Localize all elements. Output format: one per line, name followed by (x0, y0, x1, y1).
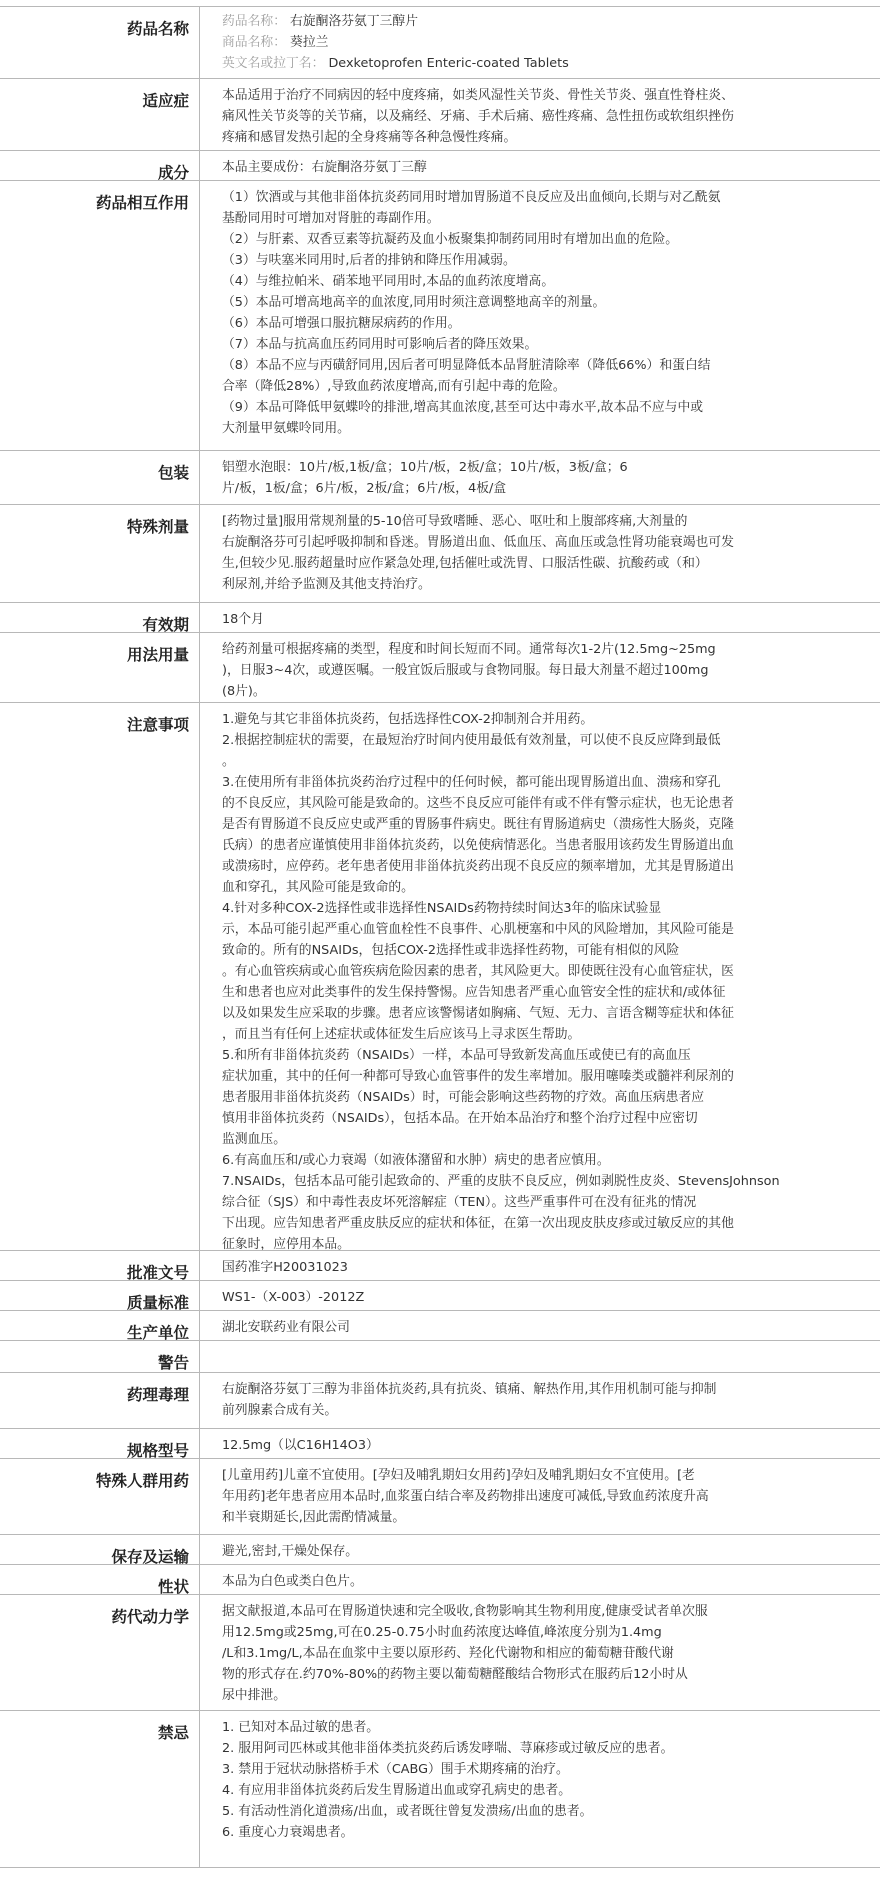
content-line: WS1-（X-003）-2012Z (222, 1290, 365, 1305)
row-label-cell (0, 79, 200, 150)
row-content (222, 1317, 860, 1338)
table-row (0, 1710, 880, 1868)
row-label: 批准文号 (126, 1264, 189, 1282)
content-line: (8片)。 (222, 684, 266, 699)
content-line: 患者服用非甾体抗炎药（NSAIDs）时，可能会影响这些药物的疗效。高血压病患者应 (222, 1090, 705, 1105)
content-line: 疼痛和感冒发热引起的全身疼痛等各种急慢性疼痛。 (222, 130, 517, 145)
row-content (222, 1257, 860, 1278)
table-row (0, 1564, 880, 1594)
content-line: 生和患者也应对此类事件的发生保持警惕。应告知患者严重心血管安全性的症状和/或体征 (222, 985, 726, 1000)
row-label: 质量标准 (126, 1294, 189, 1312)
row-content (222, 609, 860, 630)
table-row (0, 150, 880, 180)
row-content (222, 187, 860, 439)
content-line: 避光,密封,干燥处保存。 (222, 1544, 359, 1559)
content-line: 18个月 (222, 612, 264, 627)
content-line: 12.5mg（以C16H14O3） (222, 1438, 379, 1453)
row-label: 保存及运输 (111, 1548, 189, 1566)
content-line: 致命的。所有的NSAIDs，包括COX-2选择性或非选择性药物，可能有相似的风险 (222, 943, 680, 958)
row-label: 禁忌 (157, 1724, 189, 1742)
row-label-cell (0, 505, 200, 602)
content-line: 据文献报道,本品可在胃肠道快速和完全吸收,食物影响其生物利用度,健康受试者单次服 (222, 1604, 708, 1619)
row-label: 警告 (157, 1354, 189, 1372)
content-line: 本品主要成份：右旋酮洛芬氨丁三醇 (222, 160, 427, 175)
row-content (222, 1379, 860, 1421)
row-label-cell (0, 181, 200, 450)
row-content (222, 1465, 860, 1528)
table-row (0, 1594, 880, 1710)
table-row (0, 1372, 880, 1428)
row-label: 生产单位 (126, 1324, 189, 1342)
content-line: 3.在使用所有非甾体抗炎药治疗过程中的任何时候，都可能出现胃肠道出血、溃疡和穿孔 (222, 775, 721, 790)
content-line: （6）本品可增强口服抗糖尿病药的作用。 (222, 316, 461, 331)
content-line: 血和穿孔，其风险可能是致命的。 (222, 880, 414, 895)
content-line: 是否有胃肠道不良反应史或严重的胃肠事件病史。既往有胃肠道病史（溃疡性大肠炎，克隆 (222, 817, 734, 832)
content-line: 。有心血管疾病或心血管疾病危险因素的患者，其风险更大。即使既往没有心血管症状，医 (222, 964, 734, 979)
row-label: 药品名称 (126, 20, 189, 38)
row-content (222, 1435, 860, 1456)
content-line: [儿童用药]儿童不宜使用。[孕妇及哺乳期妇女用药]孕妇及哺乳期妇女不宜使用。[老 (222, 1468, 695, 1483)
row-label: 药代动力学 (111, 1608, 189, 1626)
table-row (0, 632, 880, 702)
content-line: 征象时，应停用本品。 (222, 1237, 350, 1252)
row-label-cell (0, 7, 200, 78)
content-line: （4）与维拉帕米、硝苯地平同用时,本品的血药浓度增高。 (222, 274, 555, 289)
content-line: 本品适用于治疗不同病因的轻中度疼痛，如类风湿性关节炎、骨性关节炎、强直性脊柱炎、 (222, 88, 734, 103)
content-line: 尿中排泄。 (222, 1688, 286, 1703)
content-line: 3. 禁用于冠状动脉搭桥手术（CABG）围手术期疼痛的治疗。 (222, 1762, 569, 1777)
table-row (0, 78, 880, 150)
content-line: 1.避免与其它非甾体抗炎药，包括选择性COX-2抑制剂合并用药。 (222, 712, 594, 727)
content-line: 本品为白色或类白色片。 (222, 1574, 363, 1589)
content-line: 。 (222, 754, 235, 769)
row-label: 特殊人群用药 (95, 1472, 189, 1490)
content-line: 7.NSAIDs，包括本品可能引起致命的、严重的皮肤不良反应，例如剥脱性皮炎、StevensJohnson (222, 1174, 780, 1189)
content-line: （5）本品可增高地高辛的血浓度,同用时须注意调整地高辛的剂量。 (222, 295, 606, 310)
row-label: 成分 (157, 164, 189, 182)
row-label-cell (0, 1281, 200, 1310)
row-label: 药理毒理 (126, 1386, 189, 1404)
content-line: 痛风性关节炎等的关节痛，以及痛经、牙痛、手术后痛、癌性疼痛、急性扭伤或软组织挫伤 (222, 109, 734, 124)
row-content (222, 709, 860, 1255)
content-line: （9）本品可降低甲氨蝶呤的排泄,增高其血浓度,甚至可达中毒水平,故本品不应与中或 (222, 400, 704, 415)
content-line: 片/板，1板/盒；6片/板，2板/盒；6片/板，4板/盒 (222, 481, 507, 496)
content-line: 国药准字H20031023 (222, 1260, 348, 1275)
trade-name-line (222, 32, 860, 53)
table-row (0, 1458, 880, 1534)
row-label-cell (0, 603, 200, 632)
table-row (0, 180, 880, 450)
row-label-cell (0, 1711, 200, 1867)
table-row (0, 702, 880, 1250)
row-label-cell (0, 703, 200, 1250)
content-line: )，日服3~4次，或遵医嘱。一般宜饭后服或与食物同服。每日最大剂量不超过100mg (222, 663, 709, 678)
table-row (0, 602, 880, 632)
content-line: 合率（降低28%）,导致血药浓度增高,而有引起中毒的危险。 (222, 379, 566, 394)
content-line: 6.有高血压和/或心力衰竭（如液体潴留和水肿）病史的患者应慎用。 (222, 1153, 610, 1168)
row-content (222, 511, 860, 595)
content-line: 右旋酮洛芬可引起呼吸抑制和昏迷。胃肠道出血、低血压、高血压或急性肾功能衰竭也可发 (222, 535, 734, 550)
row-label-cell (0, 1251, 200, 1280)
content-line: 物的形式存在.约70%-80%的药物主要以葡萄糖醛酸结合物形式在服药后12小时从 (222, 1667, 688, 1682)
content-line: /L和3.1mg/L,本品在血浆中主要以原形药、羟化代谢物和相应的葡萄糖苷酸代谢 (222, 1646, 674, 1661)
content-line: 5. 有活动性消化道溃疡/出血，或者既往曾复发溃疡/出血的患者。 (222, 1804, 593, 1819)
content-line: 大剂量甲氨蝶呤同用。 (222, 421, 350, 436)
content-line: 给药剂量可根据疼痛的类型，程度和时间长短而不同。通常每次1-2片(12.5mg~25mg (222, 642, 716, 657)
table-row (0, 6, 880, 78)
row-content (222, 1287, 860, 1308)
row-label: 包装 (157, 464, 189, 482)
english-name-line (222, 53, 860, 74)
content-line: 1. 已知对本品过敏的患者。 (222, 1720, 380, 1735)
content-line: 和半衰期延长,因此需酌情减量。 (222, 1510, 406, 1525)
row-label-cell (0, 451, 200, 504)
table-row (0, 450, 880, 504)
generic-name-value: 右旋酮洛芬氨丁三醇片 (285, 14, 419, 29)
table-row (0, 1428, 880, 1458)
content-line: [药物过量]服用常规剂量的5-10倍可导致嗜睡、恶心、呕吐和上腹部疼痛,大剂量的 (222, 514, 688, 529)
trade-name-prefix: 商品名称： (222, 35, 286, 50)
content-line: 2. 服用阿司匹林或其他非甾体类抗炎药后诱发哮喘、荨麻疹或过敏反应的患者。 (222, 1741, 674, 1756)
content-line: 前列腺素合成有关。 (222, 1403, 338, 1418)
content-line: 5.和所有非甾体抗炎药（NSAIDs）一样，本品可导致新发高血压或使已有的高血压 (222, 1048, 691, 1063)
row-content (222, 1571, 860, 1592)
row-label: 性状 (157, 1578, 189, 1596)
content-line: ，而且当有任何上述症状或体征发生后应该马上寻求医生帮助。 (222, 1027, 581, 1042)
content-line: 右旋酮洛芬氨丁三醇为非甾体抗炎药,具有抗炎、镇痛、解热作用,其作用机制可能与抑制 (222, 1382, 717, 1397)
row-label: 有效期 (142, 616, 189, 634)
content-line: 基酚同用时可增加对肾脏的毒副作用。 (222, 211, 440, 226)
content-line: 4. 有应用非甾体抗炎药后发生胃肠道出血或穿孔病史的患者。 (222, 1783, 571, 1798)
table-row (0, 1310, 880, 1340)
row-content (222, 85, 860, 148)
table-row (0, 1280, 880, 1310)
row-label-cell (0, 633, 200, 702)
generic-name-line (222, 11, 860, 32)
content-line: 2.根据控制症状的需要，在最短治疗时间内使用最低有效剂量，可以使不良反应降到最低 (222, 733, 721, 748)
content-line: 用12.5mg或25mg,可在0.25-0.75小时血药浓度达峰值,峰浓度分别为1.4mg (222, 1625, 662, 1640)
content-line: 症状加重，其中的任何一种都可导致心血管事件的发生率增加。服用噻嗪类或髓袢利尿剂的 (222, 1069, 734, 1084)
generic-name-prefix: 药品名称： (222, 14, 286, 29)
content-line: （1）饮酒或与其他非甾体抗炎药同用时增加胃肠道不良反应及出血倾向,长期与对乙酰氨 (222, 190, 721, 205)
row-content (222, 1541, 860, 1562)
table-row (0, 1534, 880, 1564)
row-label-cell (0, 1595, 200, 1710)
row-label-cell (0, 1429, 200, 1458)
content-line: （2）与肝素、双香豆素等抗凝药及血小板聚集抑制药同用时有增加出血的危险。 (222, 232, 679, 247)
content-line: 的不良反应，其风险可能是致命的。这些不良反应可能伴有或不伴有警示症状，也无论患者 (222, 796, 734, 811)
row-label: 规格型号 (126, 1442, 189, 1460)
content-line: 或溃疡时，应停药。老年患者使用非甾体抗炎药出现不良反应的频率增加，尤其是胃肠道出 (222, 859, 734, 874)
row-label-cell (0, 1341, 200, 1372)
content-line: 4.针对多种COX-2选择性或非选择性NSAIDs药物持续时间达3年的临床试验显 (222, 901, 662, 916)
row-label: 用法用量 (126, 646, 189, 664)
row-content (222, 639, 860, 702)
row-label: 药品相互作用 (95, 194, 189, 212)
trade-name-value: 葵拉兰 (285, 35, 329, 50)
content-line: 监测血压。 (222, 1132, 286, 1147)
row-content (222, 1717, 860, 1843)
row-label-cell (0, 1535, 200, 1564)
content-line: 示，本品可能引起严重心血管血栓性不良事件、心肌梗塞和中风的风险增加，其风险可能是 (222, 922, 734, 937)
content-line: 利尿剂,并给予监测及其他支持治疗。 (222, 577, 431, 592)
table-row (0, 1250, 880, 1280)
content-line: 铝塑水泡眼：10片/板,1板/盒；10片/板，2板/盒；10片/板，3板/盒；6 (222, 460, 628, 475)
content-line: （8）本品不应与丙磺舒同用,因后者可明显降低本品肾脏清除率（降低66%）和蛋白结 (222, 358, 711, 373)
content-line: 湖北安联药业有限公司 (222, 1320, 350, 1335)
row-label-cell (0, 1373, 200, 1428)
row-label: 注意事项 (126, 716, 189, 734)
content-line: 氏病）的患者应谨慎使用非甾体抗炎药，以免使病情恶化。当患者服用该药发生胃肠道出血 (222, 838, 734, 853)
content-line: 下出现。应告知患者严重皮肤反应的症状和体征，在第一次出现皮肤皮疹或过敏反应的其他 (222, 1216, 734, 1231)
row-label: 特殊剂量 (126, 518, 189, 536)
row-content (222, 457, 860, 499)
row-label: 适应症 (142, 92, 189, 110)
content-line: 6. 重度心力衰竭患者。 (222, 1825, 354, 1840)
row-content (222, 1601, 860, 1706)
content-line: （3）与呋塞米同用时,后者的排钠和降压作用减弱。 (222, 253, 516, 268)
content-line: 年用药]老年患者应用本品时,血浆蛋白结合率及药物排出速度可减低,导致血药浓度升高 (222, 1489, 709, 1504)
content-line: （7）本品与抗高血压药同用时可影响后者的降压效果。 (222, 337, 538, 352)
row-label-cell (0, 1311, 200, 1340)
content-line: 生,但较少见.服药超量时应作紧急处理,包括催吐或洗胃、口服活性碳、抗酸药或（和） (222, 556, 708, 571)
row-content (222, 11, 860, 74)
row-label-cell (0, 1459, 200, 1534)
content-line: 慎用非甾体抗炎药（NSAIDs），包括本品。在开始本品治疗和整个治疗过程中应密切 (222, 1111, 698, 1126)
row-label-cell (0, 151, 200, 180)
content-line: 以及如果发生应采取的步骤。患者应该警惕诸如胸痛、气短、无力、言语含糊等症状和体征 (222, 1006, 734, 1021)
english-name-value: Dexketoprofen Enteric-coated Tablets (324, 56, 569, 71)
table-row (0, 1340, 880, 1372)
row-label-cell (0, 1565, 200, 1594)
table-row (0, 504, 880, 602)
row-content (222, 157, 860, 178)
english-name-prefix: 英文名或拉丁名： (222, 56, 325, 71)
content-line: 综合征（SJS）和中毒性表皮坏死溶解症（TEN）。这些严重事件可在没有征兆的情况 (222, 1195, 697, 1210)
